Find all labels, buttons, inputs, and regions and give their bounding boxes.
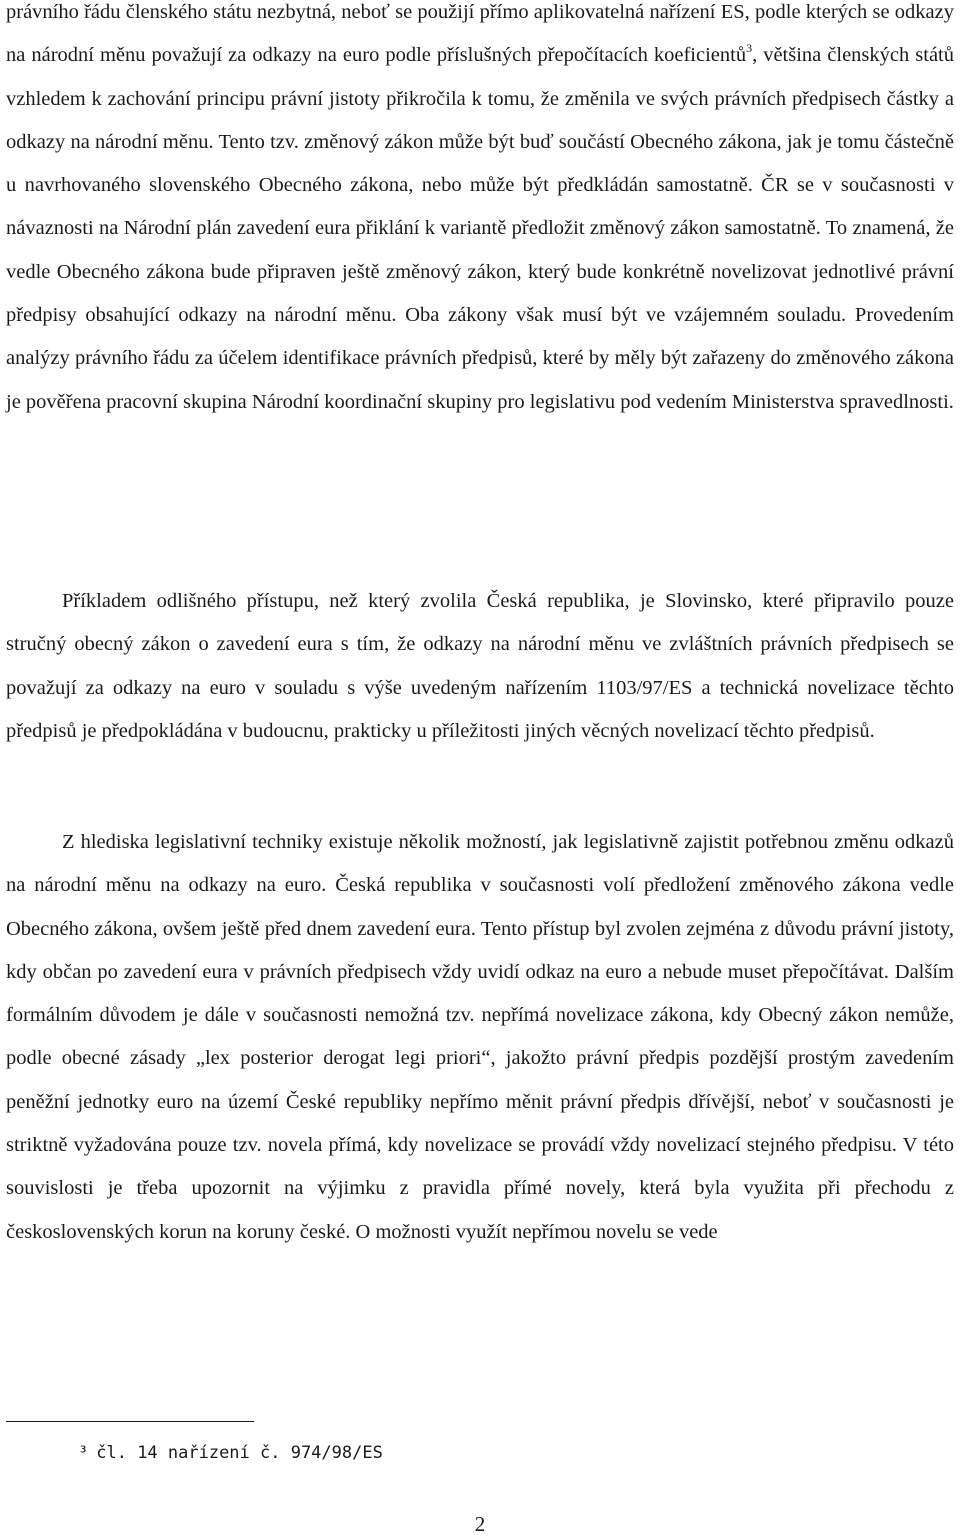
paragraph-2: Příkladem odlišného přístupu, než který zvolila Česká republika, je Slovinsko, které připravilo pouze stručný obecný zákon o zavedení eura s tím, že odkazy na národní měnu ve zvláštních právních předpisech se považují za odkazy na euro v souladu s výše uvedeným nařízením 1103/97/ES a technická novelizace těchto předpisů je předpokládána v budoucnu, prakticky u příležitosti jiných věcných novelizací těchto předpisů. — [6, 590, 954, 742]
footnote-reference[interactable]: 3 — [746, 41, 753, 56]
footnote-text: čl. 14 nařízení č. 974/98/ES — [96, 1443, 383, 1463]
paragraph-1 — [6, 0, 954, 424]
footnote-separator — [6, 1421, 254, 1422]
paragraph-1-text-start: právního řádu členského státu nezbytná, neboť se použijí přímo aplikovatelná nařízení ES, podle kterých se odkazy na národní měnu považují za odkazy na euro podle příslušných přepočítacích koeficientů — [6, 1, 954, 67]
paragraph-1-text-end: , většina členských států vzhledem k zachování principu právní jistoty přikročila k tomu, že změnila ve svých právních předpisech částky a odkazy na národní měnu. Tento tzv. změnový zákon může být buď součástí Obecného zákona, jak je tomu částečně u navrhovaného slovenského Obecného zákona, nebo může být předkládán samostatně. ČR se v současnosti v návaznosti na Národní plán zavedení eura přiklání k variantě předložit změnový zákon samostatně. To znamená, že vedle Obecného zákona bude připraven ještě změnový zákon, který bude konkrétně novelizovat jednotlivé právní předpisy obsahující odkazy na národní měnu. Oba zákony však musí být ve vzájemném souladu. Provedením analýzy právního řádu za účelem identifikace právních předpisů, které by měly být zařazeny do změnového zákona je pověřena pracovní skupina Národní koordinační skupiny pro legislativu pod vedením Ministerstva spravedlnosti. — [6, 44, 954, 413]
page-number: 2 — [474, 1512, 486, 1536]
paragraph-3: Z hlediska legislativní techniky existuje několik možností, jak legislativně zajistit potřebnou změnu odkazů na národní měnu na odkazy na euro. Česká republika v současnosti volí předložení změnového zákona vedle Obecného zákona, ovšem ještě před dnem zavedení eura. Tento přístup byl zvolen zejména z důvodu právní jistoty, kdy občan po zavedení eura v právních předpisech vždy uvidí odkaz na euro a nebude muset přepočítávat. Dalším formálním důvodem je dále v současnosti nemožná tzv. nepřímá novelizace zákona, kdy Obecný zákon nemůže, podle obecné zásady „lex posterior derogat legi priori“, jakožto právní předpis pozdější prostým zavedením peněžní jednotky euro na území České republiky nepřímo měnit právní předpis dřívější, neboť v současnosti je striktně vyžadována pouze tzv. novela přímá, kdy novelizace se provádí vždy novelizací stejného předpisu. V této souvislosti je třeba upozornit na výjimku z pravidla přímé novely, která byla využita při přechodu z československých korun na koruny české. O možnosti využít nepřímou novelu se vede — [6, 831, 954, 1243]
footnote-mark: ³ — [78, 1443, 89, 1463]
footnote — [78, 1441, 383, 1465]
